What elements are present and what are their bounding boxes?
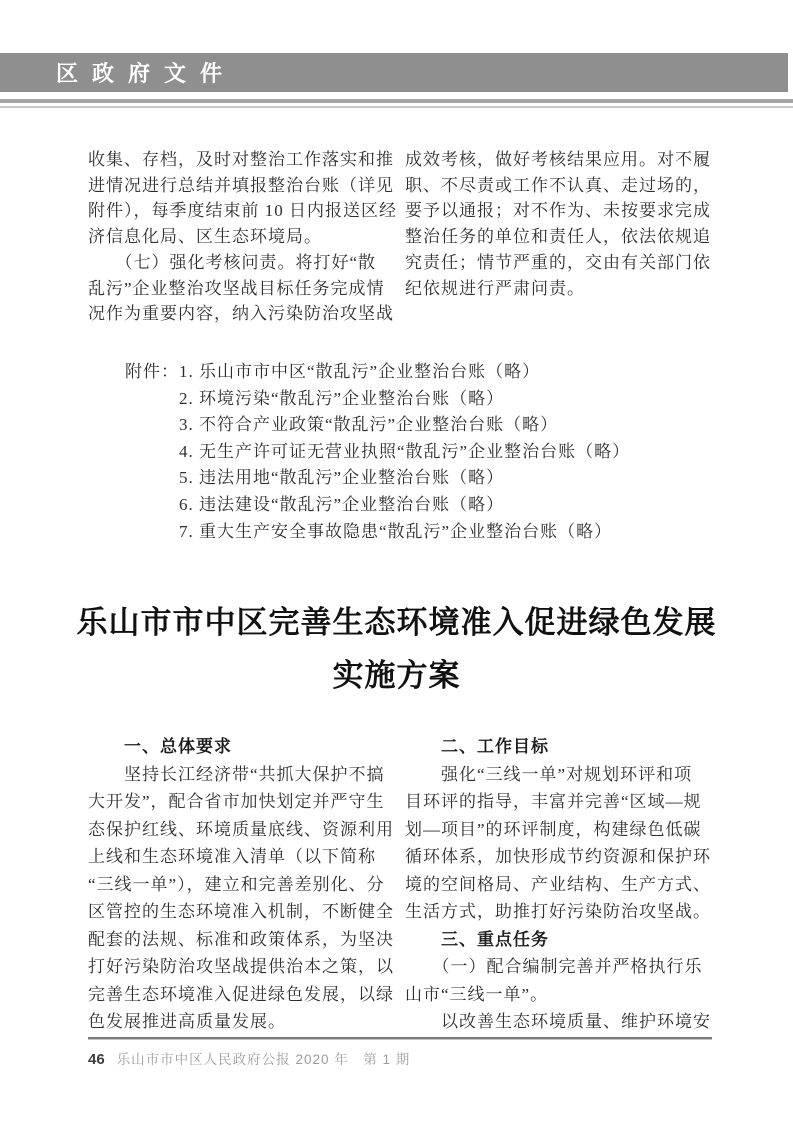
text-line: 济信息化局、区生态环境局。 [88, 227, 322, 247]
attachment-item: 3. 不符合产业政策“散乱污”企业整治台账（略） [179, 415, 559, 435]
top-right-column [405, 147, 712, 327]
text-line: 目环评的指导，丰富并完善“区域—规 [405, 792, 702, 811]
attachment-item: 4. 无生产许可证无营业执照“散乱污”企业整治台账（略） [179, 441, 631, 461]
attachment-item: 7. 重大生产安全事故隐患“散乱污”企业整治台账（略） [179, 521, 613, 541]
text-line: 完善生态环境准入促进绿色发展，以绿 [88, 984, 394, 1004]
top-left-column [88, 147, 395, 327]
header-rule-thin [0, 106, 793, 108]
text-line: 整治任务的单位和责任人，依法依规追 [405, 227, 711, 247]
body-left-column [88, 733, 395, 1036]
text-line: 循环体系，加快形成节约资源和保护环 [405, 847, 711, 866]
header-bar [0, 53, 788, 92]
attachments-label: 附件： [125, 362, 179, 381]
text-line: （一）配合编制完善并严格执行乐 [405, 957, 703, 976]
body-right-column [405, 733, 712, 1036]
text-line: 纪依规进行严肃问责。 [405, 278, 585, 298]
text-line: “三线一单”），建立和完善差别化、分 [88, 874, 385, 894]
section-heading-key-tasks: 三、重点任务 [441, 929, 549, 949]
text-line: 山市“三线一单”。 [405, 984, 549, 1004]
footer-rule [88, 1037, 712, 1040]
attachment-item: 5. 违法用地“散乱污”企业整治台账（略） [179, 468, 505, 488]
text-line: 上线和生态环境准入清单（以下简称 [88, 847, 376, 866]
journal-title: 乐山市市中区人民政府公报 2020 年 第 1 期 [116, 1052, 411, 1067]
text-line: 附件），每季度结束前 10 日内报送区经 [88, 201, 397, 221]
section-heading-general-requirements: 一、总体要求 [124, 737, 232, 756]
section-heading-work-goals: 二、工作目标 [441, 737, 549, 756]
header-title: 区政府文件 [56, 61, 237, 86]
text-line: 究责任；情节严重的，交由有关部门依 [405, 252, 711, 272]
header-rule-thick [0, 99, 793, 103]
text-line: 大开发”，配合省市加快划定并严守生 [88, 792, 385, 811]
attachment-item: 2. 环境污染“散乱污”企业整治台账（略） [179, 388, 505, 408]
text-line: 划—项目”的环评制度，构建绿色低碳 [405, 819, 702, 839]
text-line: 生活方式，助推打好污染防治攻坚战。 [405, 902, 711, 921]
text-line: 以改善生态环境质量、维护环境安 [405, 1012, 711, 1031]
text-line: 态保护红线、环境质量底线、资源利用 [88, 819, 394, 839]
footer [88, 1048, 712, 1068]
text-line: 境的空间格局、产业结构、生产方式、 [405, 874, 711, 894]
text-line: 职、不尽责或工作不认真、走过场的， [405, 175, 711, 195]
document-title-line2: 实施方案 [332, 658, 461, 693]
attachment-item: 6. 违法建设“散乱污”企业整治台账（略） [179, 494, 505, 514]
text-line: 要予以通报；对不作为、未按要求完成 [405, 201, 711, 221]
text-line: 配套的法规、标准和政策体系，为坚决 [88, 929, 394, 949]
text-line: 乱污”企业整治攻坚战目标任务完成情 [88, 278, 385, 298]
attachments-list [179, 359, 630, 545]
text-line: 强化“三线一单”对规划环评和项 [405, 764, 693, 784]
document-title [0, 596, 793, 702]
page-number: 46 [88, 1051, 105, 1068]
text-line: 收集、存档，及时对整治工作落实和推 [88, 150, 394, 169]
text-line: 区管控的生态环境准入机制，不断健全 [88, 902, 394, 921]
attachments-block [125, 359, 630, 545]
text-line: 打好污染防治攻坚战提供治本之策，以 [88, 957, 394, 976]
attachment-item: 1. 乐山市市中区“散乱污”企业整治台账（略） [179, 362, 541, 381]
text-line: 进情况进行总结并填报整治台账（详见 [88, 175, 394, 195]
body-section [88, 733, 712, 1036]
text-line: 坚持长江经济带“共抓大保护不搞 [88, 764, 385, 784]
text-line: （七）强化考核问责。将打好“散 [88, 252, 377, 272]
top-section [88, 147, 712, 327]
text-line: 成效考核，做好考核结果应用。对不履 [405, 150, 711, 169]
text-line: 色发展推进高质量发展。 [88, 1012, 286, 1031]
document-title-line1: 乐山市市中区完善生态环境准入促进绿色发展 [76, 605, 717, 640]
text-line: 况作为重要内容，纳入污染防治攻坚战 [88, 304, 394, 324]
